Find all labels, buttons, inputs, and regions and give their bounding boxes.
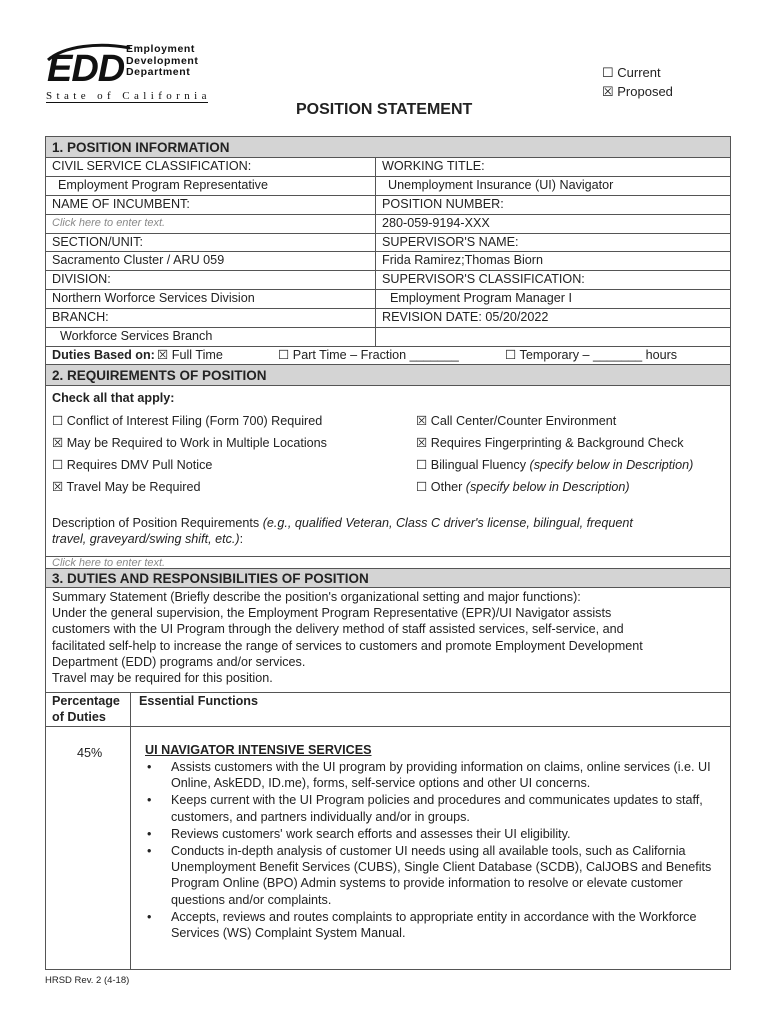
- duty-bullet: • Conducts in-depth analysis of customer UI needs using all available tools, such as California Unemployment Benefit Services (CUBS), Single Client Database (SCDB), CalJOBS and Benefits Program Online (BPO) Admin systems to provide information to resolve or elevate customer questions and/or complaints.: [171, 843, 731, 908]
- row-duties-based-on: Duties Based on: ☒ Full Time ☐ Part Time – Fraction _______ ☐ Temporary – _______ hours: [46, 347, 730, 365]
- form-revision-footer: HRSD Rev. 2 (4-18): [45, 975, 130, 986]
- section-3-header: 3. DUTIES AND RESPONSIBILITIES OF POSITION: [46, 569, 730, 588]
- supervisor-name-field[interactable]: Frida Ramirez;Thomas Biorn: [375, 252, 730, 270]
- duty-bullet: • Keeps current with the UI Program policies and procedures and communicates updates to staff, customers, and partners individually and/or in groups.: [171, 792, 731, 824]
- edd-logo-text: Employment Development Department: [126, 43, 199, 78]
- section-1-header: 1. POSITION INFORMATION: [46, 137, 730, 158]
- duty-heading: UI NAVIGATOR INTENSIVE SERVICES: [145, 743, 372, 757]
- civil-service-field[interactable]: Employment Program Representative: [58, 178, 268, 192]
- requirement-multiple-locations[interactable]: ☒ May be Required to Work in Multiple Locations: [52, 436, 327, 450]
- summary-line: Under the general supervision, the Employment Program Representative (EPR)/UI Navigator assists: [52, 606, 612, 621]
- requirement-conflict-of-interest[interactable]: ☐ Conflict of Interest Filing (Form 700) Required: [52, 414, 323, 428]
- row-branch: BRANCH: REVISION DATE: 05/20/2022: [46, 309, 730, 328]
- requirements-description-field[interactable]: Click here to enter text.: [52, 557, 166, 568]
- temporary-checkbox[interactable]: ☐ Temporary – _______ hours: [505, 348, 678, 362]
- page-title: POSITION STATEMENT: [296, 101, 473, 118]
- row-incumbent-values: [46, 215, 730, 234]
- row-incumbent: NAME OF INCUMBENT: POSITION NUMBER:: [46, 196, 730, 215]
- summary-statement: [46, 588, 730, 693]
- duty-bullet: • Assists customers with the UI program by providing information on claims, online services (i.e. UI Online, AskEDD, ID.me), forms, self-service options and other UI concerns.: [171, 759, 731, 791]
- section-unit-field[interactable]: Sacramento Cluster / ARU 059: [52, 253, 225, 267]
- row-civil-service: CIVIL SERVICE CLASSIFICATION: WORKING TITLE:: [46, 158, 730, 177]
- duty-percentage: 45%: [77, 746, 103, 760]
- supervisor-class-field[interactable]: Employment Program Manager I: [375, 290, 730, 308]
- row-branch-values: [46, 328, 730, 347]
- row-section-unit-values: [46, 252, 730, 271]
- revision-date: REVISION DATE: 05/20/2022: [375, 309, 730, 327]
- requirement-bilingual[interactable]: ☐ Bilingual Fluency (specify below in Description): [416, 458, 694, 472]
- incumbent-field[interactable]: Click here to enter text.: [52, 217, 166, 229]
- summary-line: customers with the UI Program through the delivery method of staff assisted services, self-service, and: [52, 622, 624, 637]
- requirement-dmv-pull-notice[interactable]: ☐ Requires DMV Pull Notice: [52, 458, 213, 472]
- requirement-other[interactable]: ☐ Other (specify below in Description): [416, 480, 630, 494]
- duties-table-header: Percentage of Duties Essential Functions: [46, 693, 730, 727]
- row-division-values: [46, 290, 730, 309]
- requirement-fingerprinting[interactable]: ☒ Requires Fingerprinting & Background Check: [416, 436, 684, 450]
- row-requirements-description: [46, 557, 730, 569]
- summary-line: Summary Statement (Briefly describe the position's organizational setting and major functions):: [52, 590, 581, 604]
- row-civil-service-values: [46, 177, 730, 196]
- section-2-header: 2. REQUIREMENTS OF POSITION: [46, 365, 730, 386]
- summary-line: Department (EDD) programs and/or services.: [52, 654, 306, 669]
- duty-bullet: • Accepts, reviews and routes complaints to appropriate entity in accordance with the Workforce Services (WS) Complaint System Manual.: [171, 909, 731, 941]
- full-time-checkbox[interactable]: ☒ Full Time: [157, 348, 223, 362]
- duty-bullet-list: [145, 759, 731, 942]
- working-title-field[interactable]: Unemployment Insurance (UI) Navigator: [375, 177, 730, 195]
- requirement-call-center[interactable]: ☒ Call Center/Counter Environment: [416, 414, 617, 428]
- current-checkbox[interactable]: ☐ Current: [602, 65, 661, 80]
- requirements-block: Check all that apply: ☐ Conflict of Interest Filing (Form 700) Required ☒ May be Required to Work in Multiple Locations ☐ Requires DMV Pull Notice ☒ Travel May be Required ☒ Call Center/Counter Environment ☒ Requires Fingerprinting & Background Check ☐ Bilingual Fluency (specify below in Description) ☐ Other (specify below in Description) Description of Position Requirements (e.g., qualified Veteran, Class C driver's license, bilingual, frequent travel, graveyard/swing shift, etc.):: [46, 386, 730, 557]
- summary-line: facilitated self-help to increase the range of services to customers and promote Employment Development: [52, 638, 643, 653]
- edd-logo-state: State of California: [46, 90, 211, 102]
- part-time-checkbox[interactable]: ☐ Part Time – Fraction _______: [278, 348, 459, 362]
- position-number-field[interactable]: 280-059-9194-XXX: [375, 215, 730, 233]
- requirements-description-label: Description of Position Requirements (e.g., qualified Veteran, Class C driver's license, bilingual, frequent travel, graveyard/swing shift, etc.):: [52, 516, 633, 547]
- edd-logo-mark: EDD: [47, 48, 125, 90]
- proposed-checkbox[interactable]: ☒ Proposed: [602, 84, 673, 99]
- branch-field[interactable]: Workforce Services Branch: [60, 329, 213, 343]
- row-section-unit: SECTION/UNIT: SUPERVISOR'S NAME:: [46, 234, 730, 252]
- row-division: DIVISION: SUPERVISOR'S CLASSIFICATION:: [46, 271, 730, 290]
- summary-line: Travel may be required for this position.: [52, 671, 273, 686]
- duty-bullet: • Reviews customers' work search efforts and assesses their UI eligibility.: [171, 826, 731, 842]
- division-field[interactable]: Northern Worforce Services Division: [52, 291, 255, 305]
- requirement-travel[interactable]: ☒ Travel May be Required: [52, 480, 201, 494]
